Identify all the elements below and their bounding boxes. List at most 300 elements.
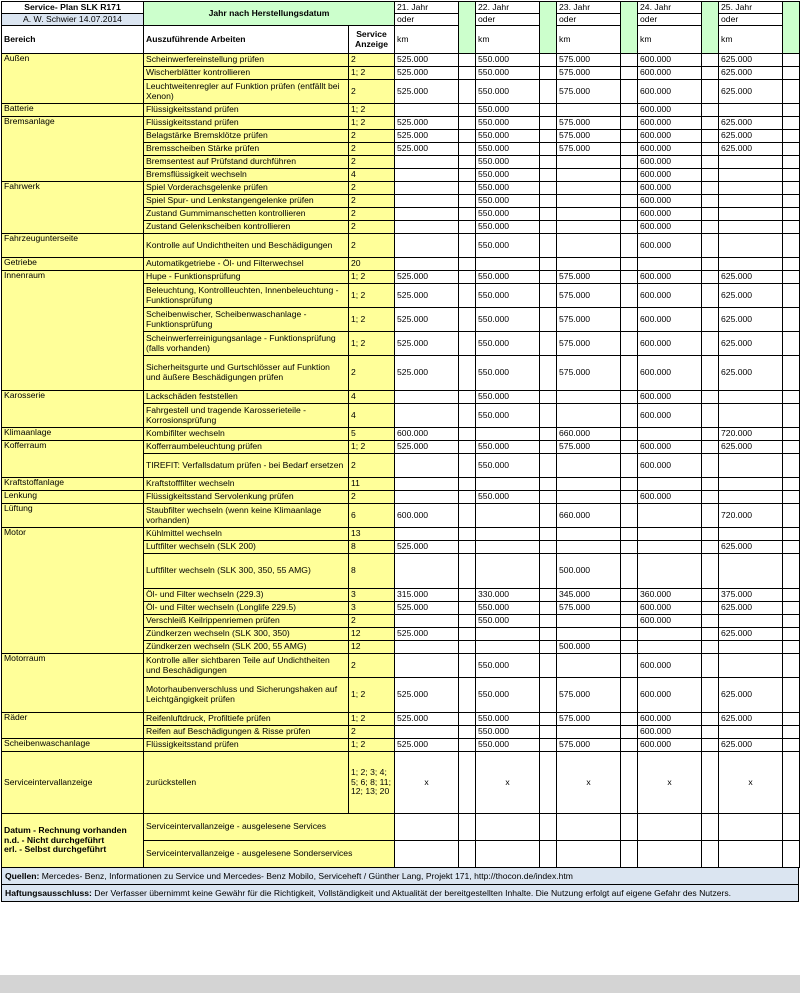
km-value-cell: 625.000 — [719, 602, 783, 615]
check-cell — [621, 221, 638, 234]
check-cell — [540, 726, 557, 739]
km-value-cell — [719, 182, 783, 195]
service-code-cell: 2 — [349, 80, 395, 104]
km-value-cell: 600.000 — [638, 143, 702, 156]
check-cell — [783, 615, 800, 628]
km-value-cell: 625.000 — [719, 54, 783, 67]
check-cell — [783, 602, 800, 615]
check-cell — [459, 641, 476, 654]
year-spacer — [702, 2, 719, 54]
check-cell — [702, 528, 719, 541]
task-cell: zurückstellen — [144, 752, 349, 814]
task-cell: Flüssigkeitsstand prüfen — [144, 104, 349, 117]
check-cell — [540, 841, 557, 868]
legend-line: n.d. - Nicht durchgeführt — [4, 834, 105, 845]
check-cell — [783, 67, 800, 80]
check-cell — [459, 541, 476, 554]
check-cell — [783, 182, 800, 195]
check-cell — [540, 752, 557, 814]
service-code-cell: 4 — [349, 391, 395, 404]
check-cell — [621, 143, 638, 156]
check-cell — [540, 117, 557, 130]
service-code-cell: 13 — [349, 528, 395, 541]
task-cell: Sicherheitsgurte und Gurtschlösser auf Funktion und äußere Beschädigungen prüfen — [144, 356, 349, 391]
oder-label: oder — [476, 14, 540, 26]
check-cell — [702, 602, 719, 615]
check-cell — [702, 117, 719, 130]
check-cell — [459, 478, 476, 491]
interval-mark-cell: x — [557, 752, 621, 814]
task-cell: Reifen auf Beschädigungen & Risse prüfen — [144, 726, 349, 739]
km-value-cell: 600.000 — [638, 713, 702, 726]
legend-cell — [2, 814, 144, 868]
check-cell — [621, 308, 638, 332]
table-row — [2, 739, 800, 752]
task-cell: Flüssigkeitsstand prüfen — [144, 739, 349, 752]
task-cell: Staubfilter wechseln (wenn keine Klimaanlage vorhanden) — [144, 504, 349, 528]
check-cell — [540, 182, 557, 195]
check-cell — [621, 491, 638, 504]
check-cell — [621, 615, 638, 628]
check-cell — [540, 67, 557, 80]
check-cell — [459, 654, 476, 678]
check-cell — [459, 841, 476, 868]
service-code-cell: 1; 2; 3; 4; 5; 6; 8; 11; 12; 13; 20 — [349, 752, 395, 814]
check-cell — [702, 80, 719, 104]
column-header-arbeiten: Auszuführende Arbeiten — [144, 26, 349, 54]
table-tail — [2, 752, 800, 868]
check-cell — [459, 504, 476, 528]
check-cell — [702, 130, 719, 143]
check-cell — [783, 332, 800, 356]
check-cell — [621, 628, 638, 641]
km-value-cell: 550.000 — [476, 156, 540, 169]
check-cell — [702, 195, 719, 208]
check-cell — [540, 404, 557, 428]
km-value-cell — [719, 221, 783, 234]
km-value-cell: 330.000 — [476, 589, 540, 602]
km-value-cell — [395, 404, 459, 428]
check-cell — [459, 528, 476, 541]
task-cell: Luftfilter wechseln (SLK 200) — [144, 541, 349, 554]
check-cell — [621, 814, 638, 841]
sources-label: Quellen: — [5, 871, 40, 881]
check-cell — [783, 841, 800, 868]
km-value-cell: 550.000 — [476, 80, 540, 104]
km-value-cell: 550.000 — [476, 308, 540, 332]
km-value-cell: 625.000 — [719, 284, 783, 308]
km-value-cell: 525.000 — [395, 332, 459, 356]
km-value-cell: 600.000 — [638, 404, 702, 428]
km-value-cell: 525.000 — [395, 678, 459, 713]
km-value-cell — [476, 258, 540, 271]
service-code-cell: 2 — [349, 208, 395, 221]
task-cell: Fahrgestell und tragende Karosserieteile - Korrosionsprüfung — [144, 404, 349, 428]
table-row — [2, 117, 800, 130]
check-cell — [702, 332, 719, 356]
km-value-cell — [638, 428, 702, 441]
km-label: km — [476, 26, 540, 54]
check-cell — [783, 169, 800, 182]
services-cell — [638, 814, 702, 841]
km-value-cell — [476, 554, 540, 589]
check-cell — [459, 678, 476, 713]
km-value-cell — [719, 195, 783, 208]
task-cell: Bremsflüssigkeit wechseln — [144, 169, 349, 182]
task-cell: Bremsentest auf Prüfstand durchführen — [144, 156, 349, 169]
check-cell — [702, 454, 719, 478]
check-cell — [783, 117, 800, 130]
area-cell: Motor — [2, 528, 144, 654]
check-cell — [702, 67, 719, 80]
km-value-cell — [638, 478, 702, 491]
km-value-cell — [395, 478, 459, 491]
check-cell — [540, 602, 557, 615]
service-plan-table — [1, 1, 800, 868]
service-code-cell: 6 — [349, 504, 395, 528]
km-value-cell: 550.000 — [476, 271, 540, 284]
task-cell: Wischerblätter kontrollieren — [144, 67, 349, 80]
check-cell — [459, 491, 476, 504]
check-cell — [702, 615, 719, 628]
service-code-cell: 2 — [349, 54, 395, 67]
check-cell — [459, 195, 476, 208]
check-cell — [702, 391, 719, 404]
check-cell — [540, 391, 557, 404]
km-value-cell — [476, 428, 540, 441]
table-row — [2, 713, 800, 726]
km-value-cell: 500.000 — [557, 641, 621, 654]
check-cell — [540, 478, 557, 491]
service-code-cell: 12 — [349, 628, 395, 641]
interval-mark-cell: x — [719, 752, 783, 814]
km-value-cell — [557, 615, 621, 628]
year-spacer — [459, 2, 476, 54]
km-value-cell — [395, 221, 459, 234]
check-cell — [702, 752, 719, 814]
task-cell: Kombifilter wechseln — [144, 428, 349, 441]
check-cell — [540, 258, 557, 271]
km-value-cell — [557, 726, 621, 739]
check-cell — [621, 441, 638, 454]
km-value-cell: 525.000 — [395, 739, 459, 752]
check-cell — [540, 739, 557, 752]
sonder-label-cell: Serviceintervallanzeige - ausgelesene Sonderservices — [144, 841, 395, 868]
check-cell — [459, 554, 476, 589]
km-value-cell: 575.000 — [557, 713, 621, 726]
check-cell — [621, 589, 638, 602]
check-cell — [459, 156, 476, 169]
area-cell: Lenkung — [2, 491, 144, 504]
check-cell — [621, 284, 638, 308]
km-value-cell — [719, 726, 783, 739]
sonder-cell — [557, 841, 621, 868]
km-value-cell: 625.000 — [719, 117, 783, 130]
km-value-cell: 575.000 — [557, 54, 621, 67]
check-cell — [621, 80, 638, 104]
km-value-cell: 600.000 — [638, 67, 702, 80]
check-cell — [702, 554, 719, 589]
task-cell: Flüssigkeitsstand Servolenkung prüfen — [144, 491, 349, 504]
km-value-cell: 550.000 — [476, 234, 540, 258]
km-value-cell: 720.000 — [719, 504, 783, 528]
table-row — [2, 104, 800, 117]
table-header — [2, 2, 800, 54]
km-label: km — [719, 26, 783, 54]
check-cell — [459, 602, 476, 615]
year-header: 25. Jahr — [719, 2, 783, 14]
services-cell — [476, 814, 540, 841]
km-value-cell: 525.000 — [395, 441, 459, 454]
km-value-cell — [395, 454, 459, 478]
check-cell — [540, 504, 557, 528]
km-value-cell: 600.000 — [638, 739, 702, 752]
check-cell — [702, 182, 719, 195]
check-cell — [783, 284, 800, 308]
km-value-cell: 550.000 — [476, 491, 540, 504]
check-cell — [702, 208, 719, 221]
check-cell — [783, 528, 800, 541]
km-value-cell — [719, 491, 783, 504]
table-row — [2, 491, 800, 504]
km-value-cell: 600.000 — [638, 284, 702, 308]
check-cell — [540, 169, 557, 182]
task-cell: Öl- und Filter wechseln (229.3) — [144, 589, 349, 602]
task-cell: Kühlmittel wechseln — [144, 528, 349, 541]
check-cell — [702, 441, 719, 454]
check-cell — [621, 271, 638, 284]
check-cell — [783, 104, 800, 117]
check-cell — [702, 841, 719, 868]
check-cell — [540, 678, 557, 713]
km-value-cell: 600.000 — [638, 602, 702, 615]
check-cell — [459, 258, 476, 271]
km-value-cell — [395, 258, 459, 271]
service-plan-sheet — [1, 1, 800, 868]
km-value-cell — [557, 169, 621, 182]
services-cell — [557, 814, 621, 841]
check-cell — [621, 391, 638, 404]
km-value-cell — [638, 554, 702, 589]
km-value-cell — [395, 208, 459, 221]
km-value-cell: 625.000 — [719, 678, 783, 713]
task-cell: Öl- und Filter wechseln (Longlife 229.5) — [144, 602, 349, 615]
check-cell — [621, 356, 638, 391]
service-code-cell: 1; 2 — [349, 104, 395, 117]
service-code-cell: 1; 2 — [349, 271, 395, 284]
check-cell — [783, 221, 800, 234]
table-row — [2, 271, 800, 284]
area-cell: Batterie — [2, 104, 144, 117]
check-cell — [783, 478, 800, 491]
km-value-cell — [719, 641, 783, 654]
plan-title: Service- Plan SLK R171 — [2, 2, 144, 14]
task-cell: Kontrolle auf Undichtheiten und Beschädigungen — [144, 234, 349, 258]
km-value-cell — [395, 641, 459, 654]
check-cell — [621, 528, 638, 541]
area-cell: Klimaanlage — [2, 428, 144, 441]
check-cell — [459, 308, 476, 332]
check-cell — [540, 80, 557, 104]
check-cell — [702, 478, 719, 491]
check-cell — [621, 208, 638, 221]
check-cell — [783, 504, 800, 528]
check-cell — [459, 739, 476, 752]
check-cell — [621, 739, 638, 752]
oder-label: oder — [638, 14, 702, 26]
check-cell — [702, 641, 719, 654]
service-code-cell: 2 — [349, 221, 395, 234]
year-header: 23. Jahr — [557, 2, 621, 14]
km-value-cell — [395, 234, 459, 258]
task-cell: Scheinwerfereinstellung prüfen — [144, 54, 349, 67]
km-value-cell: 600.000 — [638, 491, 702, 504]
table-body — [2, 54, 800, 752]
task-cell: Hupe - Funktionsprüfung — [144, 271, 349, 284]
km-value-cell: 550.000 — [476, 654, 540, 678]
check-cell — [783, 195, 800, 208]
check-cell — [540, 271, 557, 284]
km-value-cell — [557, 491, 621, 504]
km-label: km — [557, 26, 621, 54]
km-value-cell — [719, 234, 783, 258]
service-code-cell: 1; 2 — [349, 713, 395, 726]
km-value-cell — [638, 628, 702, 641]
check-cell — [783, 54, 800, 67]
check-cell — [540, 208, 557, 221]
km-value-cell: 345.000 — [557, 589, 621, 602]
check-cell — [540, 641, 557, 654]
km-value-cell: 550.000 — [476, 221, 540, 234]
km-value-cell — [719, 169, 783, 182]
table-row — [2, 478, 800, 491]
task-cell: Zündkerzen wechseln (SLK 300, 350) — [144, 628, 349, 641]
km-value-cell: 660.000 — [557, 504, 621, 528]
year-header: 24. Jahr — [638, 2, 702, 14]
km-value-cell — [395, 528, 459, 541]
service-code-cell: 2 — [349, 182, 395, 195]
km-value-cell: 600.000 — [638, 182, 702, 195]
km-value-cell: 625.000 — [719, 271, 783, 284]
km-value-cell — [476, 541, 540, 554]
km-value-cell: 525.000 — [395, 628, 459, 641]
check-cell — [702, 258, 719, 271]
km-value-cell — [557, 404, 621, 428]
plan-author: A. W. Schwier 14.07.2014 — [2, 14, 144, 26]
service-code-cell: 1; 2 — [349, 284, 395, 308]
check-cell — [540, 284, 557, 308]
km-value-cell — [557, 628, 621, 641]
check-cell — [621, 54, 638, 67]
service-code-cell: 1; 2 — [349, 678, 395, 713]
check-cell — [783, 428, 800, 441]
km-value-cell: 600.000 — [638, 208, 702, 221]
task-cell: Scheinwerferreinigungsanlage - Funktionsprüfung (falls vorhanden) — [144, 332, 349, 356]
km-value-cell — [638, 504, 702, 528]
km-value-cell — [395, 654, 459, 678]
check-cell — [621, 726, 638, 739]
km-value-cell — [557, 391, 621, 404]
km-value-cell: 525.000 — [395, 308, 459, 332]
check-cell — [702, 739, 719, 752]
check-cell — [540, 143, 557, 156]
check-cell — [702, 156, 719, 169]
check-cell — [783, 156, 800, 169]
task-cell: Luftfilter wechseln (SLK 300, 350, 55 AMG) — [144, 554, 349, 589]
km-value-cell — [719, 478, 783, 491]
km-value-cell: 575.000 — [557, 308, 621, 332]
task-cell: Beleuchtung, Kontrollleuchten, Innenbeleuchtung - Funktionsprüfung — [144, 284, 349, 308]
table-row — [2, 234, 800, 258]
area-cell: Innenraum — [2, 271, 144, 391]
area-cell: Karosserie — [2, 391, 144, 428]
km-value-cell — [557, 195, 621, 208]
check-cell — [540, 541, 557, 554]
task-cell: Belagstärke Bremsklötze prüfen — [144, 130, 349, 143]
service-code-cell: 20 — [349, 258, 395, 271]
check-cell — [540, 195, 557, 208]
check-cell — [702, 356, 719, 391]
km-value-cell — [476, 504, 540, 528]
service-code-cell: 11 — [349, 478, 395, 491]
table-row — [2, 528, 800, 541]
km-value-cell — [719, 654, 783, 678]
area-cell: Serviceintervallanzeige — [2, 752, 144, 814]
km-value-cell — [395, 104, 459, 117]
check-cell — [702, 143, 719, 156]
check-cell — [459, 234, 476, 258]
km-value-cell: 575.000 — [557, 356, 621, 391]
check-cell — [459, 428, 476, 441]
table-row — [2, 441, 800, 454]
oder-label: oder — [557, 14, 621, 26]
km-value-cell: 600.000 — [638, 678, 702, 713]
task-cell: Automatikgetriebe - Öl- und Filterwechsel — [144, 258, 349, 271]
check-cell — [459, 208, 476, 221]
km-value-cell: 550.000 — [476, 208, 540, 221]
km-value-cell: 575.000 — [557, 678, 621, 713]
area-cell: Motorraum — [2, 654, 144, 713]
km-value-cell — [557, 156, 621, 169]
km-value-cell: 625.000 — [719, 541, 783, 554]
km-value-cell — [638, 541, 702, 554]
km-value-cell: 600.000 — [638, 308, 702, 332]
km-value-cell: 525.000 — [395, 602, 459, 615]
km-value-cell: 525.000 — [395, 67, 459, 80]
check-cell — [621, 602, 638, 615]
km-value-cell — [557, 541, 621, 554]
km-value-cell — [557, 528, 621, 541]
km-value-cell: 525.000 — [395, 541, 459, 554]
check-cell — [621, 841, 638, 868]
km-value-cell — [638, 641, 702, 654]
sonder-cell — [638, 841, 702, 868]
km-value-cell: 550.000 — [476, 54, 540, 67]
km-value-cell: 600.000 — [638, 726, 702, 739]
disclaimer-text: Der Verfasser übernimmt keine Gewähr für die Richtigkeit, Vollständigkeit und Aktualität der bereitgestellten Inhalte. Die Nutzung erfolgt auf eigene Gefahr des Nutzers. — [91, 888, 732, 898]
check-cell — [459, 391, 476, 404]
check-cell — [702, 713, 719, 726]
km-value-cell: 625.000 — [719, 80, 783, 104]
service-code-cell: 2 — [349, 143, 395, 156]
service-code-cell: 1; 2 — [349, 308, 395, 332]
km-value-cell: 625.000 — [719, 739, 783, 752]
km-value-cell: 625.000 — [719, 130, 783, 143]
task-cell: Zündkerzen wechseln (SLK 200, 55 AMG) — [144, 641, 349, 654]
km-value-cell — [719, 554, 783, 589]
check-cell — [702, 814, 719, 841]
km-value-cell: 600.000 — [638, 356, 702, 391]
